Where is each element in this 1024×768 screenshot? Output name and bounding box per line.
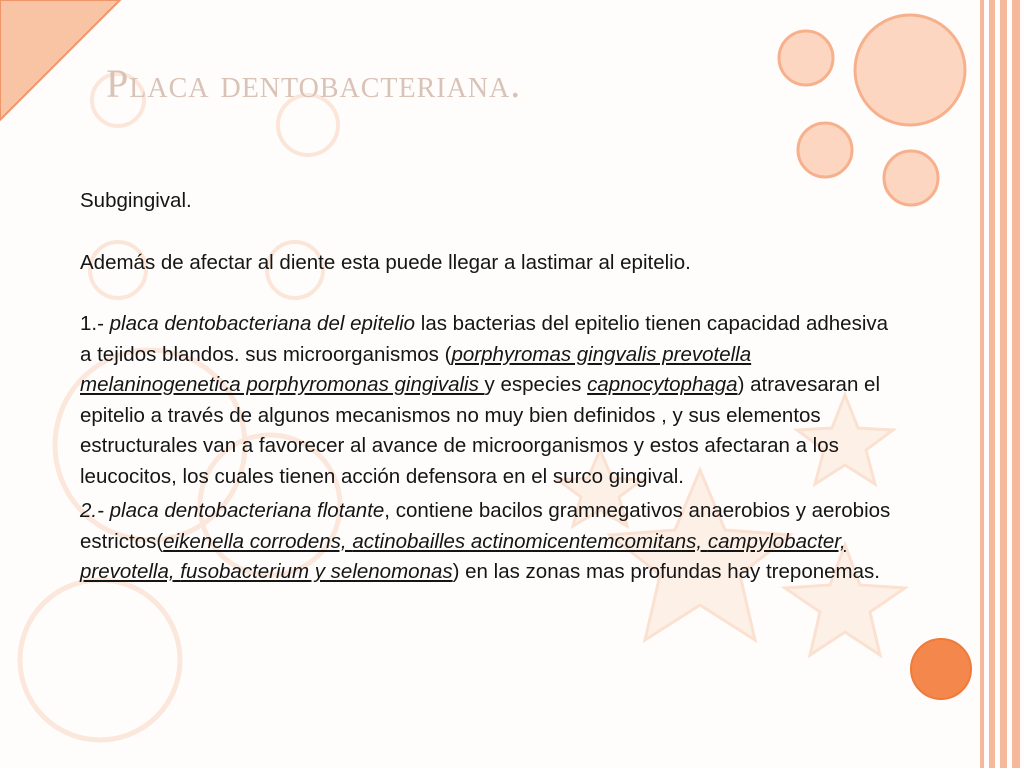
p1-number: 1.-	[80, 312, 110, 335]
p2-text-6: ) en las zonas mas profundas hay treponemas.	[452, 560, 880, 583]
p1-lead: placa dentobacteriana del epitelio	[109, 312, 416, 335]
p2-organism-4: prevotella,	[80, 560, 181, 583]
stripe-4	[1012, 0, 1020, 768]
paragraph-1	[80, 309, 900, 492]
stripe-3	[1000, 0, 1007, 768]
stripe-2	[989, 0, 995, 768]
p2-text-1: , contiene bacilos gramnegativos anaerobios y aerobios estrictos(	[80, 499, 891, 553]
p2-organism-1: eikenella corrodens,	[163, 529, 353, 553]
p1-text-2: y especies	[484, 373, 588, 396]
stripe-1	[980, 0, 984, 768]
paragraph-2	[80, 496, 900, 588]
p1-text-1: las bacterias del epitelio tienen capacidad adhesiva a tejidos blandos. sus microorganismos (	[80, 312, 889, 366]
deco-circle-1	[855, 15, 965, 125]
corner-triangle	[0, 0, 120, 120]
slide-title: Placa dentobacteriana.	[106, 61, 522, 106]
p1-text-3: ) atravesaran el epitelio a través de algunos mecanismos no muy bien definidos , y sus elementos estructurales van a favorecer al avance de microorganismos y estos afectaran a los leucocitos, los cuales tienen acción defensora en el surco gingival.	[80, 373, 881, 488]
p1-organisms-1: porphyromas gingvalis prevotella melaninogenetica porphyromonas gingivalis	[80, 342, 752, 396]
p2-organism-2: actinobailles actinomicentemcomitans,	[352, 529, 708, 553]
accent-dot	[911, 639, 971, 699]
p2-organism-3: campylobacter,	[707, 529, 846, 553]
subheading: Subgingival.	[80, 189, 192, 212]
intro-paragraph: Además de afectar al diente esta puede llegar a lastimar al epitelio.	[80, 250, 691, 274]
p1-organisms-2: capnocytophaga	[587, 373, 738, 396]
deco-circle-2	[779, 31, 833, 85]
p2-organism-5: fusobacterium y selenomonas	[180, 560, 453, 583]
deco-circle-3	[798, 123, 852, 177]
p2-lead: 2.- placa dentobacteriana flotante	[80, 499, 385, 522]
slide-body	[80, 186, 900, 588]
